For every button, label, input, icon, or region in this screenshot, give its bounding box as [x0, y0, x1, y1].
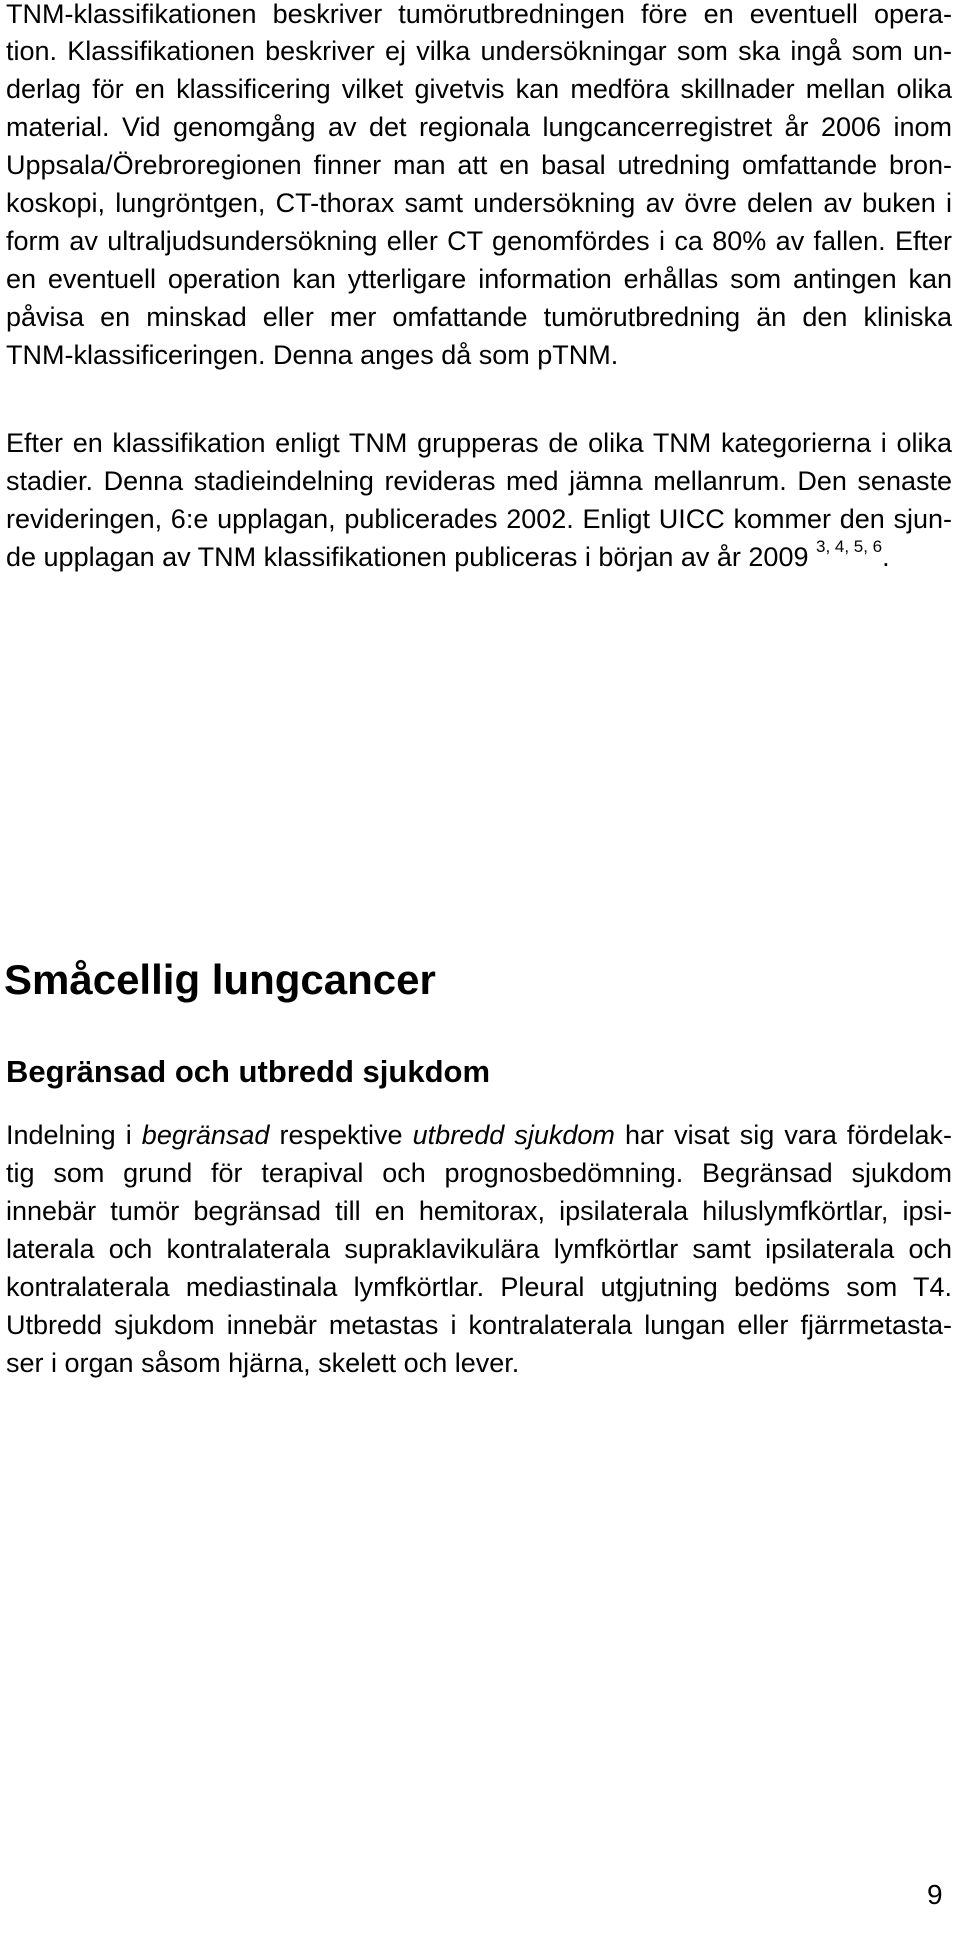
text-line: Efter en klassifikation enligt TNM grupperas de olika TNM kategorierna i olika	[6, 428, 952, 458]
text-line: tig som grund för terapival och prognosbedömning. Begränsad sjukdom	[6, 1158, 952, 1188]
text-segment: respektive	[269, 1120, 413, 1150]
text-line: derlag för en klassificering vilket givetvis kan medföra skillnader mellan olika	[6, 74, 952, 104]
emphasis-term: utbredd sjukdom	[412, 1120, 615, 1150]
text-line: form av ultraljudsundersökning eller CT genomfördes i ca 80% av fallen. Efter	[6, 226, 952, 256]
text-line: laterala och kontralaterala supraklavikulära lymfkörtlar samt ipsilaterala och	[6, 1234, 952, 1264]
text-line: tion. Klassifikationen beskriver ej vilka undersökningar som ska ingå som un-	[6, 36, 952, 66]
text-line-with-emphasis	[6, 1117, 952, 1153]
text-segment: Indelning i	[6, 1120, 142, 1150]
text-line: Utbredd sjukdom innebär metastas i kontralaterala lungan eller fjärrmetasta-	[6, 1310, 952, 1340]
text-line: TNM-klassifikationen beskriver tumörutbredningen före en eventuell opera-	[6, 0, 952, 29]
text-line: en eventuell operation kan ytterligare information erhållas som antingen kan	[6, 264, 952, 294]
page-number: 9	[927, 1879, 943, 1910]
text-line: påvisa en minskad eller mer omfattande tumörutbredning än den kliniska	[6, 302, 952, 332]
text-segment: .	[882, 542, 890, 572]
text-line: kontralaterala mediastinala lymfkörtlar. Pleural utgjutning bedöms som T4.	[6, 1272, 952, 1302]
text-line: stadier. Denna stadieindelning revideras med jämna mellanrum. Den senaste	[6, 466, 952, 496]
emphasis-term: begränsad	[141, 1120, 270, 1150]
section-heading: Småcellig lungcancer	[4, 956, 436, 1003]
reference-superscript: 3, 4, 5, 6	[815, 537, 883, 556]
text-segment: de upplagan av TNM klassifikationen publiceras i början av år 2009	[6, 542, 816, 572]
text-line: ser i organ såsom hjärna, skelett och lever.	[6, 1348, 520, 1378]
text-line: material. Vid genomgång av det regionala lungcancerregistret år 2006 inom	[6, 112, 952, 142]
text-line: Uppsala/Örebroregionen finner man att en basal utredning omfattande bron-	[6, 150, 952, 180]
text-segment: har visat sig vara fördelak-	[614, 1120, 952, 1150]
text-line: innebär tumör begränsad till en hemitorax, ipsilaterala hiluslymfkörtlar, ipsi-	[6, 1196, 952, 1226]
text-line: TNM-klassificeringen. Denna anges då som pTNM.	[6, 340, 619, 370]
subsection-heading: Begränsad och utbredd sjukdom	[6, 1054, 491, 1089]
text-line: revideringen, 6:e upplagan, publicerades 2002. Enligt UICC kommer den sjun-	[6, 504, 952, 534]
text-line: koskopi, lungröntgen, CT-thorax samt undersökning av övre delen av buken i	[6, 188, 952, 218]
text-line-with-references	[6, 539, 952, 575]
